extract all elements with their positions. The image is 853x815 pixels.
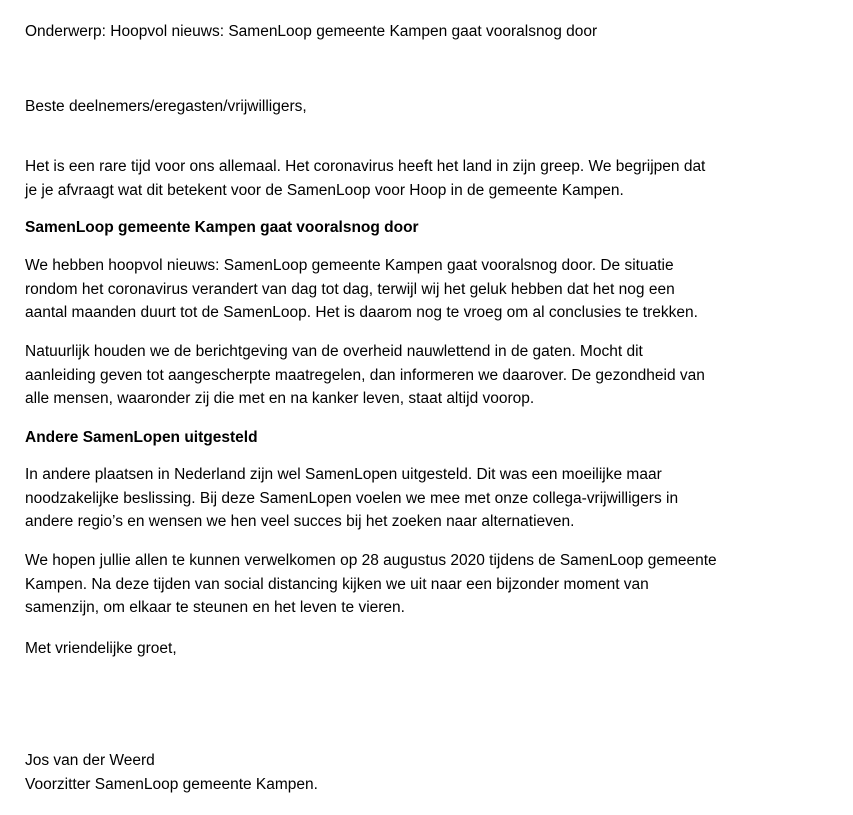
section1-paragraph1 [25, 254, 825, 325]
section2-paragraph1 [25, 463, 825, 534]
subject-line [25, 20, 825, 44]
paragraph-line: samenzijn, om elkaar te steunen en het leven te vieren. [25, 599, 405, 617]
paragraph-line: rondom het coronavirus verandert van dag tot dag, terwijl wij het geluk hebben dat het nog een [25, 280, 675, 298]
paragraph-line: aantal maanden duurt tot de SamenLoop. Het is daarom nog te vroeg om al conclusies te trekken. [25, 304, 698, 322]
paragraph-line: We hopen jullie allen te kunnen verwelkomen op 28 augustus 2020 tijdens de SamenLoop gemeente [25, 552, 717, 569]
greeting-text: Beste deelnemers/eregasten/vrijwilligers, [25, 98, 307, 115]
section1-paragraph2 [25, 340, 825, 411]
paragraph-line: Kampen. Na deze tijden van social distancing kijken we uit naar een bijzonder moment van [25, 575, 649, 593]
closing [25, 637, 825, 661]
intro-line: Het is een rare tijd voor ons allemaal. Het coronavirus heeft het land in zijn greep. We begrijpen dat [25, 158, 706, 175]
section2-heading-text: Andere SamenLopen uitgesteld [25, 429, 258, 446]
paragraph-line: aanleiding geven tot aangescherpte maatregelen, dan informeren we daarover. De gezondheid van [25, 366, 705, 384]
signature [25, 749, 825, 796]
paragraph-line: alle mensen, waaronder zij die met en na kanker leven, staat altijd voorop. [25, 390, 535, 408]
closing-text: Met vriendelijke groet, [25, 640, 177, 657]
intro-paragraph [25, 155, 825, 202]
subject-text: Onderwerp: Hoopvol nieuws: SamenLoop gemeente Kampen gaat vooralsnog door [25, 23, 598, 40]
paragraph-line: andere regio’s en wensen we hen veel succes bij het zoeken naar alternatieven. [25, 513, 575, 531]
greeting [25, 95, 825, 119]
intro-line: je je afvraagt wat dit betekent voor de SamenLoop voor Hoop in de gemeente Kampen. [25, 181, 624, 199]
paragraph-line: Natuurlijk houden we de berichtgeving van de overheid nauwlettend in de gaten. Mocht dit [25, 343, 643, 360]
signature-name: Jos van der Weerd [25, 752, 155, 769]
section2-heading [25, 426, 825, 450]
paragraph-line: We hebben hoopvol nieuws: SamenLoop gemeente Kampen gaat vooralsnog door. De situatie [25, 257, 674, 274]
signature-title: Voorzitter SamenLoop gemeente Kampen. [25, 775, 318, 793]
section1-heading [25, 216, 825, 240]
section2-paragraph2 [25, 549, 825, 620]
paragraph-line: noodzakelijke beslissing. Bij deze SamenLopen voelen we mee met onze collega-vrijwilligers in [25, 489, 679, 507]
paragraph-line: In andere plaatsen in Nederland zijn wel SamenLopen uitgesteld. Dit was een moeilijke maar [25, 466, 662, 483]
section1-heading-text: SamenLoop gemeente Kampen gaat vooralsnog door [25, 219, 419, 236]
